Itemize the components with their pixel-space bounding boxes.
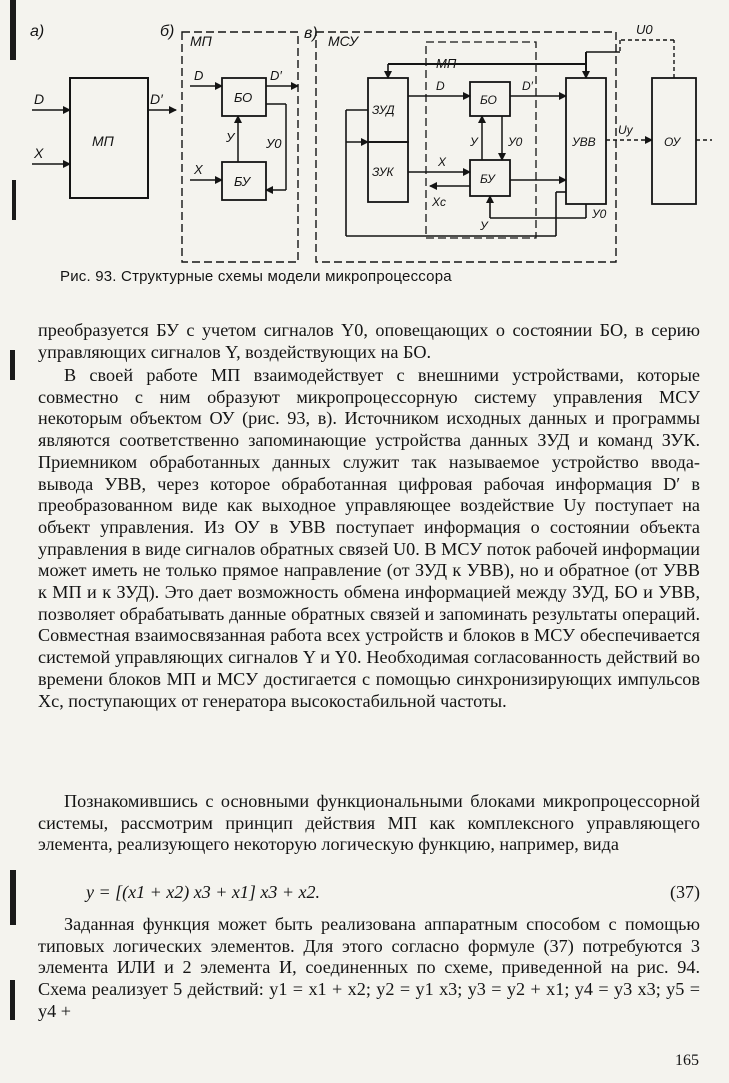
signal-d-in: D <box>34 91 45 107</box>
signal-y: У <box>226 130 235 145</box>
signal-y-bottom: У <box>480 219 488 233</box>
signal-y0-bottom: У0 <box>592 207 607 221</box>
signal-xc: Xc <box>432 195 447 209</box>
block-zud-label: ЗУД <box>372 103 395 117</box>
frame-msu-label: МСУ <box>328 33 358 49</box>
block-zuk-label: ЗУК <box>372 165 394 179</box>
paragraph-text: Познакомившись с основными функциональными блоками микропроцессорной системы, рассмотрим принцип действия МП как комплексного управляющего элемента, реализующего некоторую логическую функцию, например, вида <box>38 791 700 855</box>
scan-edge-mark <box>10 980 15 1020</box>
paragraph-4 <box>38 914 700 1023</box>
signal-d-out: D′ <box>150 91 163 107</box>
signal-y: У <box>470 135 478 149</box>
signal-d: D <box>194 68 204 83</box>
page-number: 165 <box>675 1052 699 1069</box>
panel-b <box>182 32 298 262</box>
panel-label-a: а) <box>30 23 45 40</box>
formula-number: (37) <box>670 882 700 902</box>
formula: y = [(x1 + x2) x3 + x1] x3 + x2. <box>86 882 321 902</box>
panel-label-c: в) <box>304 25 318 42</box>
signal-u0: U0 <box>636 22 653 37</box>
signal-y0: У0 <box>266 136 282 151</box>
scan-edge-mark <box>10 870 16 925</box>
frame-inner-mp-label: МП <box>436 56 457 71</box>
signal-d: D <box>436 79 445 93</box>
panel-c <box>316 22 712 262</box>
frame-msu <box>316 32 616 262</box>
figure-caption: Рис. 93. Структурные схемы модели микропроцессора <box>60 268 452 285</box>
block-bo-label: БО <box>234 90 253 105</box>
block-uvv-label: УВВ <box>572 135 596 149</box>
paragraph-3 <box>38 791 700 856</box>
block-bu-label: БУ <box>234 174 251 189</box>
paragraph-2 <box>38 365 700 712</box>
signal-x-in: X <box>34 145 44 161</box>
block-ou-label: ОУ <box>664 135 681 149</box>
signal-x: X <box>438 155 447 169</box>
paragraph-text: преобразуется БУ с учетом сигналов Y0, оповещающих о состоянии БО, в серию управляющих сигналов Y, воздействующих на БО. <box>38 320 700 362</box>
signal-uy: Uу <box>618 123 633 137</box>
structure-diagram <box>0 0 729 265</box>
frame-mp-label: МП <box>190 33 212 49</box>
block-bu-label: БУ <box>480 172 495 186</box>
signal-y0: У0 <box>508 135 523 149</box>
formula-row <box>38 882 700 906</box>
scan-edge-mark <box>10 350 15 380</box>
signal-d-prime: D′ <box>522 79 533 93</box>
signal-x: X <box>194 162 203 177</box>
signal-d-prime: D′ <box>270 68 282 83</box>
block-bo-label: БО <box>480 93 497 107</box>
paragraph-text: Заданная функция может быть реализована аппаратным способом с помощью типовых логических элементов. Для этого согласно формуле (37) потребуются 3 элемента ИЛИ и 2 элемента И, соединенных по схеме, приведенной на рис. 94. Схема реализует 5 действий: y1 = x1 + x2; y2 = y1 x3; y3 = y2 + x1; y4 = y3 x3; y5 = y4 + <box>38 914 700 1021</box>
block-mp-label: МП <box>92 133 114 149</box>
paragraph-text: В своей работе МП взаимодействует с внешними устройствами, которые совместно с ним образуют микропроцессорную систему управления МСУ некоторым объектом ОУ (рис. 93, в). Источником исходных данных и программы являются соответственно запоминающие устройства данных ЗУД и команд ЗУК. Приемником обработанных данных служит так называемое устройство ввода-вывода УВВ, через которое обработанная цифровая рабочая информация D′ в преобразованном виде как выходное управляющее воздействие Uу поступает на объект управления. Из ОУ в УВВ поступает информация о состоянии объекта управления в виде сигналов обратных связей U0. В МСУ поток рабочей информации может иметь не только прямое направление (от ЗУД к УВВ), но и обратное (от УВВ к МП и к ЗУД). Это дает возможность обмена информацией между ЗУД, БО и УВВ, позволяет обрабатывать данные обратных связей и запоминать результаты операций. Совместная взаимосвязанная работа всех устройств и блоков в МСУ обеспечивается системой управляющих сигналов Y и Y0. Необходимая согласованность действий во времени блоков МП и МСУ достигается с помощью синхронизирующих импульсов Xс, поступающих от генератора высокостабильной частоты. <box>38 365 700 711</box>
panel-label-b: б) <box>160 23 175 40</box>
panel-a <box>32 78 176 198</box>
paragraph-1 <box>38 320 700 363</box>
